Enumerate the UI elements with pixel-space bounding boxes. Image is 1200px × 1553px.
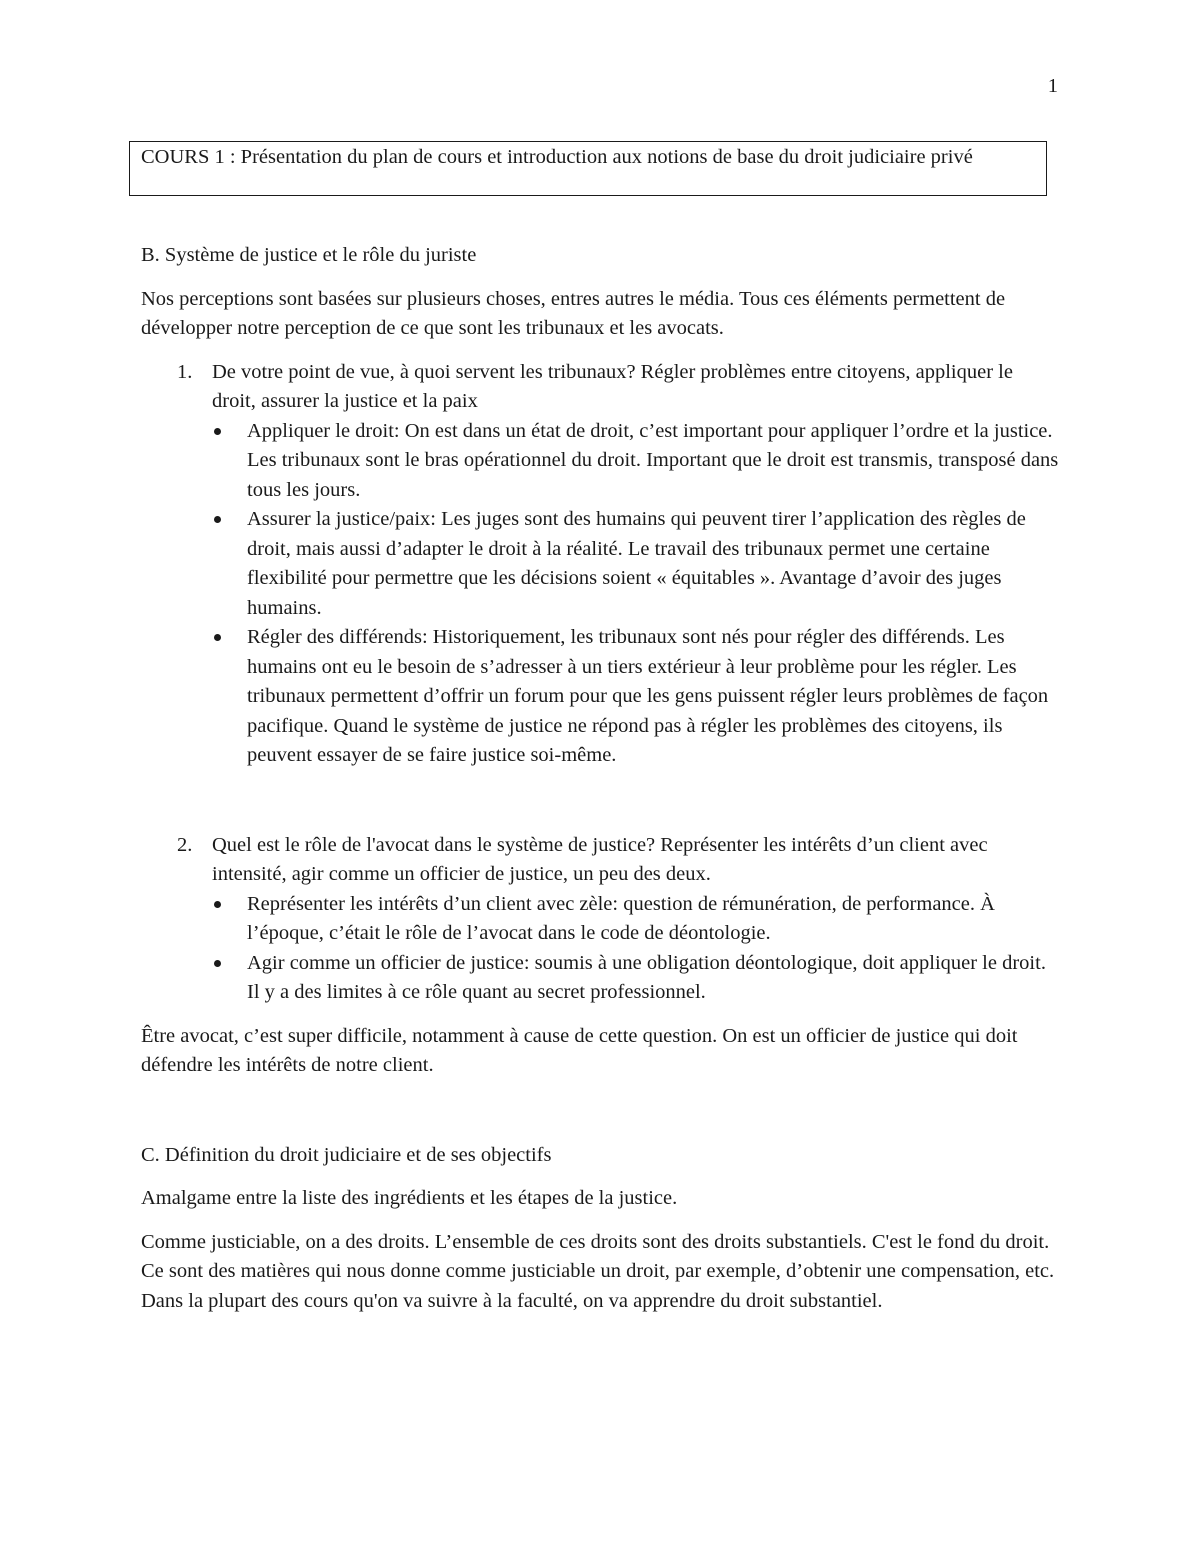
section-c-heading: C. Définition du droit judiciaire et de ses objectifs xyxy=(141,1143,552,1166)
question-number: 2. xyxy=(177,833,193,856)
bullet-text: Assurer la justice/paix: Les juges sont des humains qui peuvent tirer l’application des règles de droit, mais aussi d’adapter le droit à la réalité. Le travail des tribunaux permet une certaine flexibilité pour permettre que les décisions soient « équitables ». Avantage d’avoir des juges humains. xyxy=(247,508,1026,619)
section-b-conclusion: Être avocat, c’est super difficile, notamment à cause de cette question. On est un officier de justice qui doit défendre les intérêts de notre client. xyxy=(141,1024,1018,1076)
section-c-paragraph: Comme justiciable, on a des droits. L’ensemble de ces droits sont des droits substantiels. C'est le fond du droit. Ce sont des matières qui nous donne comme justiciable un droit, par exemple, d’obtenir une compensation, etc. Dans la plupart des cours qu'on va suivre à la faculté, on va apprendre du droit substantiel. xyxy=(141,1230,1055,1312)
section-b-intro: Nos perceptions sont basées sur plusieurs choses, entres autres le média. Tous ces éléments permettent de développer notre perception de ce que sont les tribunaux et les avocats. xyxy=(141,287,1006,339)
bullet-item xyxy=(212,623,1061,771)
document-title: COURS 1 : Présentation du plan de cours et introduction aux notions de base du droit judiciaire privé xyxy=(141,146,973,168)
bullet-item xyxy=(212,417,1061,506)
bullet-text: Appliquer le droit: On est dans un état de droit, c’est important pour appliquer l’ordre et la justice. Les tribunaux sont le bras opérationnel du droit. Important que le droit est transmis, transposé dans tous les jours. xyxy=(247,419,1059,501)
bullet-dot-icon xyxy=(214,516,221,523)
bullet-list xyxy=(212,417,1061,771)
question-number: 1. xyxy=(177,360,193,383)
bullet-dot-icon xyxy=(214,634,221,641)
bullet-text: Représenter les intérêts d’un client avec zèle: question de rémunération, de performance. À l’époque, c’était le rôle de l’avocat dans le code de déontologie. xyxy=(247,892,995,944)
document-body xyxy=(141,241,1061,1330)
spacer xyxy=(141,1095,1061,1141)
bullet-list xyxy=(212,890,1061,1008)
bullet-text: Agir comme un officier de justice: soumis à une obligation déontologique, doit appliquer le droit. Il y a des limites à ce rôle quant au secret professionnel. xyxy=(247,951,1046,1003)
question-list xyxy=(141,358,1061,1008)
bullet-dot-icon xyxy=(214,428,221,435)
page-number: 1 xyxy=(1047,75,1058,97)
bullet-item xyxy=(212,949,1061,1008)
bullet-text: Régler des différends: Historiquement, les tribunaux sont nés pour régler des différends. Les humains ont eu le besoin de s’adresser à un tiers extérieur à leur problème pour les régler. Les tribunaux permettent d’offrir un forum pour que les gens puissent régler leurs problèmes de façon pacifique. Quand le système de justice ne répond pas à régler les problèmes des citoyens, ils peuvent essayer de se faire justice soi-même. xyxy=(247,626,1049,766)
bullet-item xyxy=(212,890,1061,949)
question-item xyxy=(141,831,1061,1008)
section-b-heading: B. Système de justice et le rôle du juriste xyxy=(141,244,477,266)
question-item xyxy=(141,358,1061,831)
spacer xyxy=(212,771,1061,831)
question-text: De votre point de vue, à quoi servent les tribunaux? Régler problèmes entre citoyens, appliquer le droit, assurer la justice et la paix xyxy=(212,360,1013,412)
question-text: Quel est le rôle de l'avocat dans le système de justice? Représenter les intérêts d’un client avec intensité, agir comme un officier de justice, un peu des deux. xyxy=(212,833,988,885)
bullet-item xyxy=(212,505,1061,623)
bullet-dot-icon xyxy=(214,901,221,908)
title-box xyxy=(129,141,1047,196)
section-c-paragraph: Amalgame entre la liste des ingrédients et les étapes de la justice. xyxy=(141,1187,678,1209)
bullet-dot-icon xyxy=(214,960,221,967)
